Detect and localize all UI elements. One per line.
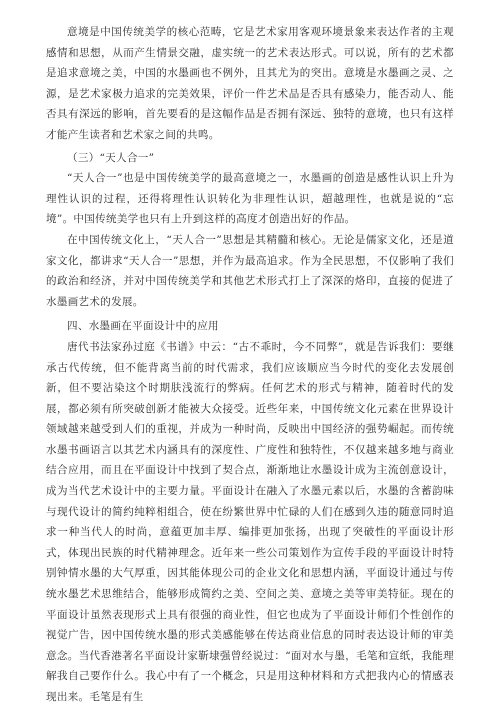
section-heading-application: 四、水墨画在平面设计中的应用 — [67, 320, 219, 333]
section-heading-tianren-heyi: （三）“天人合一” — [67, 151, 155, 164]
paragraph-artistic-conception: 意境是中国传统美学的核心范畴，它是艺术家用客观环境景象来表达作者的主观感情和思想，从而产生情景交融，虚实统一的艺术表达形式。可以说，所有的艺术都是追求意境之美，中国的水墨画也不例外，且其尤为的突出。意境是水墨画之灵、之源，是艺术家极力追求的完美效果，评价一件艺术品是否具有感染力，能否动人、能否具有深远的影响，首先要看的是这幅作品是否拥有深远、独特的意境，也只有这样才能产生读者和艺术家之间的共鸣。 — [46, 26, 454, 141]
paragraph-application: 唐代书法家孙过庭《书谱》中云：“古不乖时，今不同弊”，就是告诉我们：要继承古代传统，但不能背离当前的时代需求，我们应该顺应当今时代的变化去发展创新，但不要沾染这个时期肤浅流行的弊病。任何艺术的形式与精神，随着时代的发展，都必须有所突破创新才能被大众接受。近些年来，中国传统文化元素在世界设计领域越来越受到人们的重视，并成为一种时尚，反映出中国经济的强势崛起。而传统水墨书画语言以其艺术内涵具有的深度性、广度性和独特性，不仅越来越多地与商业结合应用，而且在平面设计中找到了契合点，渐渐地让水墨设计成为主流创意设计，成为当代艺术设计中的主要力量。平面设计在融入了水墨元素以后，水墨的含蓄韵味与现代设计的简约纯粹相组合，使在纷繁世界中忙碌的人们在感到久违的随意同时追求一种当代人的时尚，意蕴更加丰厚、编排更加张扬，出现了突破性的平面设计形式，体现出民族的时代精神理念。近年来一些公司策划作为宣传手段的平面设计时特别钟情水墨的大气厚重，因其能体现公司的企业文化和思想内涵，平面设计通过与传统水墨艺术思维结合，能够形成简约之美、空间之美、意境之美等审美特征。现在的平面设计虽然表现形式上具有很强的商业性，但它也成为了平面设计师们个性创作的视觉广告，因中国传统水墨的形式美感能够在传达商业信息的同时表达设计师的审美意念。当代香港著名平面设计家靳埭强曾经说过：“面对水与墨，毛笔和宣纸，我能理解我自己要作什么。我心中有了一个概念，只是用这种材料和方式把我内心的情感表现出来。毛笔是有生 — [46, 340, 454, 703]
paragraph-tianren-heyi-1: “天人合一”也是中国传统美学的最高意境之一，水墨画的创造是感性认识上升为理性认识的过程，还得将理性认识转化为非理性认识，超越理性，也就是说的“忘境”。中国传统美学也只有上升到这样的高度才创造出好的作品。 — [46, 172, 454, 226]
paragraph-tianren-heyi-2: 在中国传统文化上，“天人合一”思想是其精髓和核心。无论是儒家文化，还是道家文化，都讲求“天人合一”思想，并作为最高追求。作为全民思想，不仅影响了我们的政治和经济，并对中国传统美学和其他艺术形式打上了深深的烙印，直接的促进了水墨画艺术的发展。 — [46, 233, 454, 308]
